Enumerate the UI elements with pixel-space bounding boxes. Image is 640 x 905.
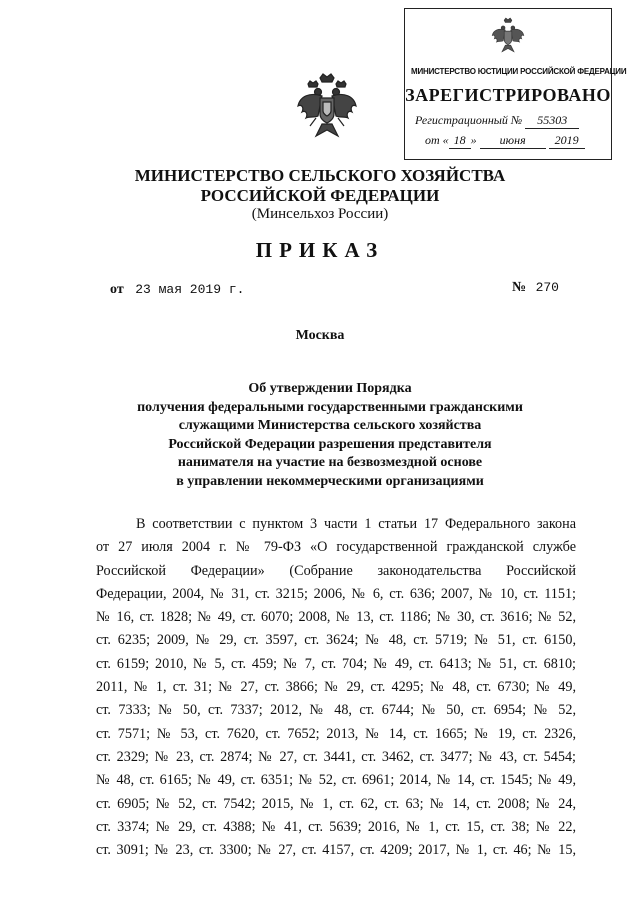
stamp-emblem [491, 17, 525, 55]
body-line: ст. 6235; 2009, № 29, ст. 3597, ст. 3624; № 48, ст. 5719; № 51, ст. 6150, [96, 632, 576, 649]
body-line: 2011, № 1, ст. 31; № 27, ст. 3866; № 29, ст. 4295; № 48, ст. 6730; № 49, [96, 679, 576, 696]
stamp-date-prefix: от [425, 133, 440, 147]
body-line: № 48, ст. 6165; № 49, ст. 6351; № 52, ст. 6961; 2014, № 14, ст. 1545; № 49, [96, 772, 576, 789]
stamp-reg-label: Регистрационный № [415, 113, 523, 127]
stamp-registered: ЗАРЕГИСТРИРОВАНО [405, 85, 611, 105]
body-line: Федерации, 2004, № 31, ст. 3215; 2006, № 6, ст. 636; 2007, № 10, ст. 1151; [96, 585, 576, 602]
stamp-date-line: от « 18 » июня 2019 [425, 133, 585, 149]
stamp-date-day: 18 [449, 133, 471, 149]
ministry-title [0, 166, 640, 206]
ministry-title-line1: МИНИСТЕРСТВО СЕЛЬСКОГО ХОЗЯЙСТВА [134, 166, 506, 185]
body-line: № 16, ст. 1828; № 49, ст. 6070; 2008, № 13, ст. 1186; № 30, ст. 3616; № 52, [96, 609, 576, 626]
body-line: ст. 7333; № 50, ст. 7337; 2012, № 48, ст. 6744; № 50, ст. 6954; № 52, [96, 702, 576, 719]
body-line: ст. 6905; № 52, ст. 7542; 2015, № 1, ст. 62, ст. 63; № 14, ст. 2008; № 24, [96, 795, 576, 812]
order-body [96, 513, 576, 862]
subject-line: нанимателя на участие на безвозмездной основе [177, 455, 483, 471]
body-line: ст. 2329; № 23, ст. 2874; № 27, ст. 3441, ст. 3462, ст. 3477; № 43, ст. 5454; [96, 748, 576, 765]
order-title: ПРИКАЗ [255, 238, 385, 262]
stamp-ministry-name: МИНИСТЕРСТВО ЮСТИЦИИ РОССИЙСКОЙ ФЕДЕРАЦИИ [411, 67, 627, 76]
body-line: ст. 3091; № 23, ст. 3300; № 27, ст. 4157, ст. 4209; 2017, № 1, ст. 46; № 15, [96, 842, 576, 859]
body-line: Российской Федерации» (Собрание законодательства Российской [96, 562, 576, 579]
ministry-title-line2: РОССИЙСКОЙ ФЕДЕРАЦИИ [200, 186, 440, 205]
subject-line: получения федеральными государственными гражданскими [137, 399, 523, 415]
stamp-date-year: 2019 [549, 133, 585, 149]
order-subject [80, 380, 580, 492]
subject-line: служащими Министерства сельского хозяйства [178, 418, 482, 434]
body-line: ст. 6159; 2010, № 5, ст. 459; № 7, ст. 704; № 49, ст. 6413; № 51, ст. 6810; [96, 655, 576, 672]
body-line: ст. 7571; № 53, ст. 7620, ст. 7652; 2013, № 14, ст. 1665; № 19, ст. 2326, [96, 725, 576, 742]
order-date-value: 23 мая 2019 г. [135, 282, 245, 297]
order-number-value: 270 [535, 280, 559, 295]
subject-line: в управлении некоммерческими организациями [176, 473, 484, 489]
registration-stamp [404, 8, 627, 160]
order-city: Москва [295, 328, 345, 343]
subject-line: Российской Федерации разрешения представителя [168, 436, 492, 452]
body-line: В соответствии с пунктом 3 части 1 статьи 17 Федерального закона [136, 516, 576, 532]
stamp-date-month: июня [480, 133, 546, 149]
order-number [512, 280, 559, 296]
subject-line: Об утверждении Порядка [248, 381, 412, 396]
body-line: от 27 июля 2004 г. № 79-ФЗ «О государственной гражданской службе [96, 539, 576, 556]
order-number-prefix: № [512, 280, 527, 295]
body-line: ст. 3374; № 29, ст. 4388; № 41, ст. 5639; 2016, № 1, ст. 15, ст. 38; № 22, [96, 818, 576, 835]
coat-of-arms-emblem [296, 72, 358, 142]
ministry-short-name: (Минсельхоз России) [251, 206, 389, 222]
stamp-reg-line [415, 113, 579, 129]
order-date [110, 282, 244, 298]
stamp-reg-number: 55303 [525, 113, 579, 129]
order-date-prefix: от [110, 282, 124, 297]
